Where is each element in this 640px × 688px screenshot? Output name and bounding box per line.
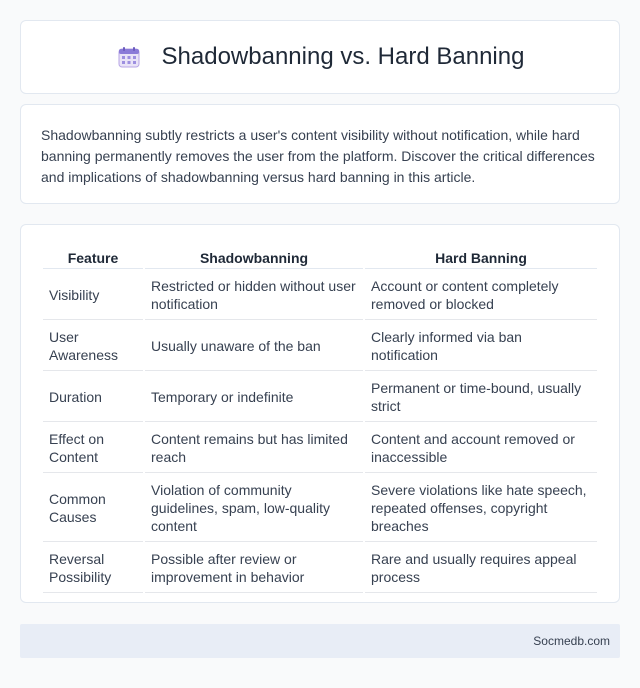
table-header-row: [43, 247, 597, 269]
table-row: [43, 271, 597, 320]
shadowbanning-cell: Restricted or hidden without user notification: [145, 271, 363, 320]
feature-cell: Reversal Possibility: [43, 544, 143, 593]
feature-cell: Duration: [43, 373, 143, 422]
hard-banning-cell: Rare and usually requires appeal process: [365, 544, 597, 593]
column-header-hard-banning: Hard Banning: [365, 247, 597, 269]
calendar-icon: [116, 44, 142, 70]
comparison-table: [41, 245, 599, 595]
comparison-card: [20, 224, 620, 603]
hard-banning-cell: Severe violations like hate speech, repeated offenses, copyright breaches: [365, 475, 597, 542]
shadowbanning-cell: Violation of community guidelines, spam, low-quality content: [145, 475, 363, 542]
table-row: [43, 373, 597, 422]
intro-paragraph: Shadowbanning subtly restricts a user's content visibility without notification, while hard banning permanently removes the user from the platform. Discover the critical differences and implications of shadowbanning versus hard banning in this article.: [41, 127, 595, 185]
feature-cell: Common Causes: [43, 475, 143, 542]
feature-cell: Visibility: [43, 271, 143, 320]
hard-banning-cell: Account or content completely removed or blocked: [365, 271, 597, 320]
table-row: [43, 544, 597, 593]
hard-banning-cell: Clearly informed via ban notification: [365, 322, 597, 371]
table-row: [43, 475, 597, 542]
table-row: [43, 424, 597, 473]
title-card: [20, 20, 620, 94]
shadowbanning-cell: Usually unaware of the ban: [145, 322, 363, 371]
footer: [20, 624, 620, 658]
footer-site-name: Socmedb.com: [533, 634, 610, 648]
hard-banning-cell: Permanent or time-bound, usually strict: [365, 373, 597, 422]
shadowbanning-cell: Content remains but has limited reach: [145, 424, 363, 473]
page-title: Shadowbanning vs. Hard Banning: [161, 43, 525, 70]
title-row: [116, 43, 525, 71]
shadowbanning-cell: Possible after review or improvement in behavior: [145, 544, 363, 593]
feature-cell: Effect on Content: [43, 424, 143, 473]
column-header-feature: Feature: [43, 247, 143, 269]
table-row: [43, 322, 597, 371]
intro-card: [20, 104, 620, 204]
shadowbanning-cell: Temporary or indefinite: [145, 373, 363, 422]
feature-cell: User Awareness: [43, 322, 143, 371]
hard-banning-cell: Content and account removed or inaccessible: [365, 424, 597, 473]
column-header-shadowbanning: Shadowbanning: [145, 247, 363, 269]
